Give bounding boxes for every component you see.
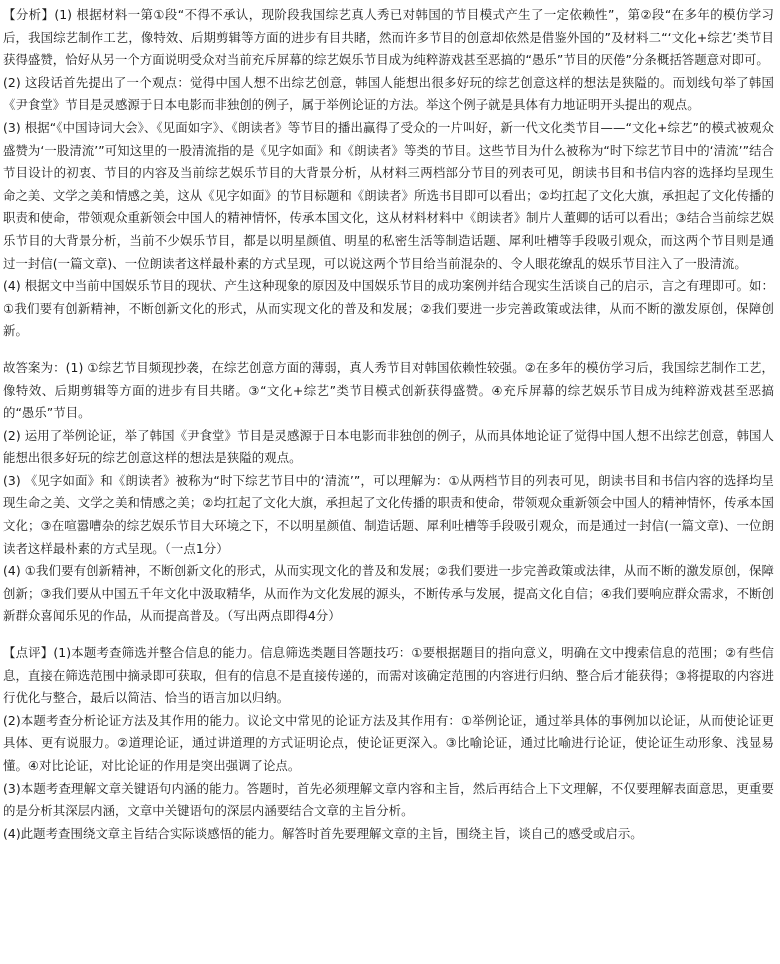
answer-paragraph-2: (2) 运用了举例论证，举了韩国《尹食堂》节目是灵感源于日本电影而非独创的例子，从而具体地论证了觉得中国人想不出综艺创意，韩国人能想出很多好玩的综艺创意这样的想法是狭隘的观点。 — [3, 427, 774, 466]
answer-paragraph-1: 故答案为：(1) ①综艺节目频现抄袭，在综艺创意方面的薄弱，真人秀节目对韩国依赖性较强。②在多年的模仿学习后，我国综艺制作工艺，像特效、后期剪辑等方面的进步有目共睹。③“文化+综艺”类节目模式创新获得盛赞。④充斥屏幕的综艺娱乐节目成为纯粹游戏甚至恶搞的“愚乐”节目。 — [3, 359, 774, 421]
analysis-paragraph-4: (4) 根据文中当前中国娱乐节目的现状、产生这种现象的原因及中国娱乐节目的成功案例并结合现实生活谈自己的启示，言之有理即可。如：①我们要有创新精神，不断创新文化的形式，从而实现文化的普及和发展；②我们要进一步完善政策或法律，从而不断的激发原创，保障创新。 — [3, 278, 774, 339]
comment-paragraph-4: (4)此题考查围绕文章主旨结合实际谈感悟的能力。解答时首先要理解文章的主旨，围绕主旨，谈自己的感受或启示。 — [3, 825, 643, 841]
analysis-paragraph-3: (3) 根据“《中国诗词大会》、《见面如字》、《朗读者》等节目的播出赢得了受众的一片叫好，新一代文化类节目——“文化+综艺”的模式被观众盛赞为‘一股清流’”可知这里的一股清流指的是《见字如面》和《朗读者》等类的节目。这些节目为什么被称为“时下综艺节目中的‘清流’”结合节目设计的初衷、节目的内容及当前综艺娱乐节目的大背景分析，从材料三两档部分节目的列表可见，朗读书目和书信内容的选择均呈现生命之美、文学之美和情感之美，这从《见字如面》的节目标题和《朗读者》所选书目即可以看出；②均扛起了文化大旗，承担起了文化传播的职责和使命，带领观众重新领会中国人的精神情怀，传承本国文化，这从材料材料中《朗读者》制片人董卿的话可以看出；③结合当前综艺娱乐节目的大背景分析，当前不少娱乐节目，都是以明星颜值、明星的私密生活等制造话题、犀利吐槽等手段吸引观众，而这两个节目则是通过一封信(一篇文章)、一位朗读者这样最朴素的方式呈现，可以说这两个节目给当前混杂的、令人眼花缭乱的娱乐节目注入了一股清流。 — [3, 119, 774, 271]
analysis-paragraph-2: (2) 这段话首先提出了一个观点：觉得中国人想不出综艺创意，韩国人能想出很多好玩的综艺创意这样的想法是狭隘的。而划线句举了韩国《尹食堂》节目是灵感源于日本电影而非独创的例子，属于举例论证的方法。举这个例子就是具体有力地证明开头提出的观点。 — [3, 74, 774, 113]
comment-paragraph-1: 【点评】(1)本题考查筛选并整合信息的能力。信息筛选类题目答题技巧：①要根据题目的指向意义，明确在文中搜索信息的范围；②有些信息，直接在筛选范围中摘录即可获取，但有的信息不是直接传递的，而需对该确定范围的内容进行归纳、整合后才能获得；③将提取的内容进行优化与整合，最后以简洁、恰当的语言加以归纳。 — [3, 645, 774, 706]
comment-section — [3, 642, 774, 845]
answer-section — [3, 357, 774, 628]
comment-paragraph-3: (3)本题考查理解文章关键语句内涵的能力。答题时，首先必须理解文章内容和主旨，然后再结合上下文理解，不仅要理解表面意思，更重要的是分析其深层内涵，文章中关键语句的深层内涵要结合文章的主旨分析。 — [3, 780, 774, 819]
analysis-paragraph-1: 【分析】(1) 根据材料一第①段“不得不承认，现阶段我国综艺真人秀已对韩国的节目模式产生了一定依赖性”，第②段“在多年的模仿学习后，我国综艺制作工艺，像特效、后期剪辑等方面的进步有目共睹，然而许多节目的创意却依然是借鉴外国的”及材料二“‘文化+综艺’类节目获得盛赞，恰好从另一个方面说明受众对当前充斥屏幕的综艺娱乐节目成为纯粹游戏甚至恶搞的“愚乐”节目的厌倦”分条概括答题意对即可。 — [3, 7, 774, 68]
section-spacer — [3, 628, 774, 642]
comment-paragraph-2: (2)本题考查分析论证方法及其作用的能力。议论文中常见的论证方法及其作用有：①举例论证，通过举具体的事例加以论证，从而使论证更具体、更有说服力。②道理论证，通过讲道理的方式证明论点，使论证更深入。③比喻论证，通过比喻进行论证，使论证生动形象、浅显易懂。④对比论证，对比论证的作用是突出强调了论点。 — [3, 712, 774, 773]
answer-paragraph-4: (4) ①我们要有创新精神，不断创新文化的形式，从而实现文化的普及和发展；②我们要进一步完善政策或法律，从而不断的激发原创，保障创新；③我们要从中国五千年文化中汲取精华，从而作为文化发展的源头，不断传承与发展，提高文化自信；④我们要响应群众需求，不断创新群众喜闻乐见的作品，从而提高普及。（写出两点即得4分） — [3, 563, 774, 624]
section-spacer — [3, 343, 774, 357]
analysis-section — [3, 4, 774, 343]
answer-paragraph-3: (3) 《见字如面》和《朗读者》被称为“时下综艺节目中的‘清流’”，可以理解为：①从两档节目的列表可见，朗读书目和书信内容的选择均呈现生命之美、文学之美和情感之美；②均扛起了文化大旗，承担起了文化传播的职责和使命，带领观众重新领会中国人的精神情怀，传承本国文化；③在喧嚣嘈杂的综艺娱乐节目大环境之下，不以明星颜值、制造话题、犀利吐槽等手段吸引观众，而是通过一封信(一篇文章)、一位朗读者这样最朴素的方式呈现。（一点1分） — [3, 472, 774, 556]
